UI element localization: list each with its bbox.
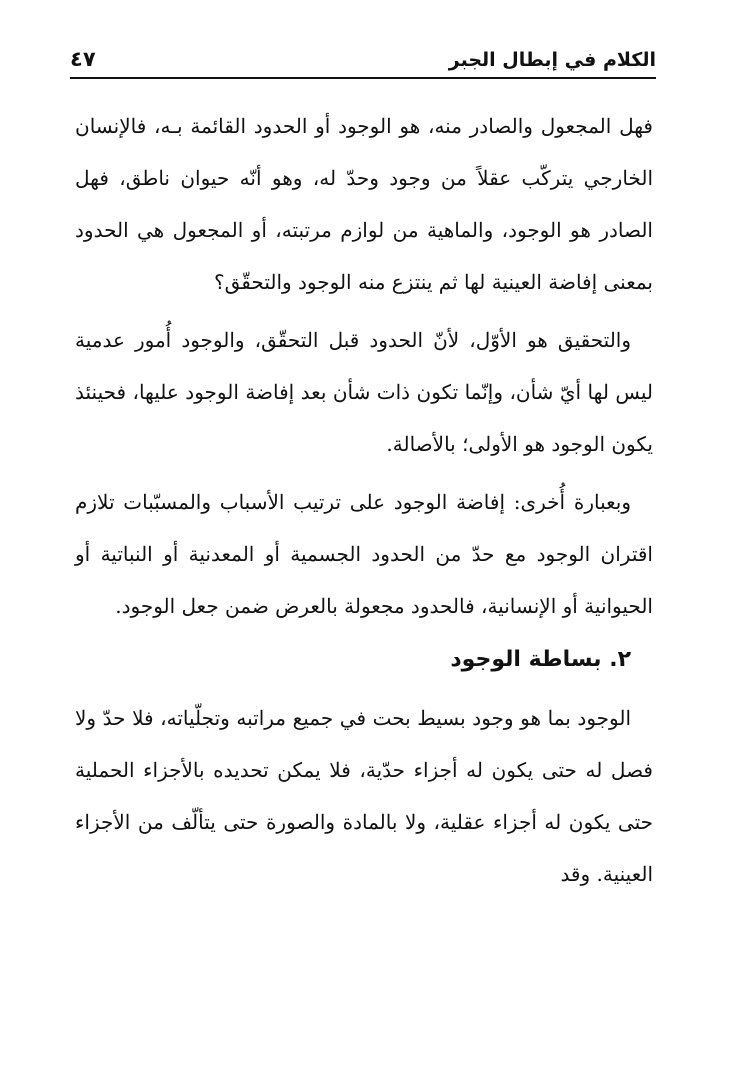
body-text (75, 100, 653, 900)
running-title: الكلام في إبطال الجبر (448, 49, 656, 71)
header-rule (70, 77, 656, 79)
section-heading: ٢. بساطة الوجود (450, 647, 631, 672)
paragraph-1: فهل المجعول والصادر منه، هو الوجود أو الحدود القائمة بـه، فالإنسان الخارجي يتركّب عقلاً من وجود وحدّ له، وهو أنّه حيوان ناطق، فهل الصادر هو الوجود، والماهية من لوازم مرتبته، أو المجعول هي الحدود بمعنى إفاضة العينية لها ثم ينتزع منه الوجود والتحقّق؟ (75, 114, 653, 294)
paragraph-2: والتحقيق هو الأوّل، لأنّ الحدود قبل التحقّق، والوجود أُمور عدمية ليس لها أيّ شأن، وإنّما تكون ذات شأن بعد إفاضة الوجود عليها، فحينئذ يكون الوجود هو الأولى؛ بالأصالة. (75, 328, 653, 456)
page-number: ٤٧ (70, 47, 96, 71)
paragraph-3: وبعبارة أُخرى: إفاضة الوجود على ترتيب الأسباب والمسبّبات تلازم اقتران الوجود مع حدّ من الحدود الجسمية أو المعدنية أو النباتية أو الحيوانية أو الإنسانية، فالحدود مجعولة بالعرض ضمن جعل الوجود. (75, 490, 653, 618)
paragraph-4: الوجود بما هو وجود بسيط بحت في جميع مراتبه وتجلّياته، فلا حدّ ولا فصل له حتى يكون له أجزاء حدّية، فلا يمكن تحديده بالأجزاء الحملية حتى يكون له أجزاء عقلية، ولا بالمادة والصورة حتى يتألّف من الأجزاء العينية. وقد (75, 706, 653, 886)
running-header (70, 30, 656, 70)
